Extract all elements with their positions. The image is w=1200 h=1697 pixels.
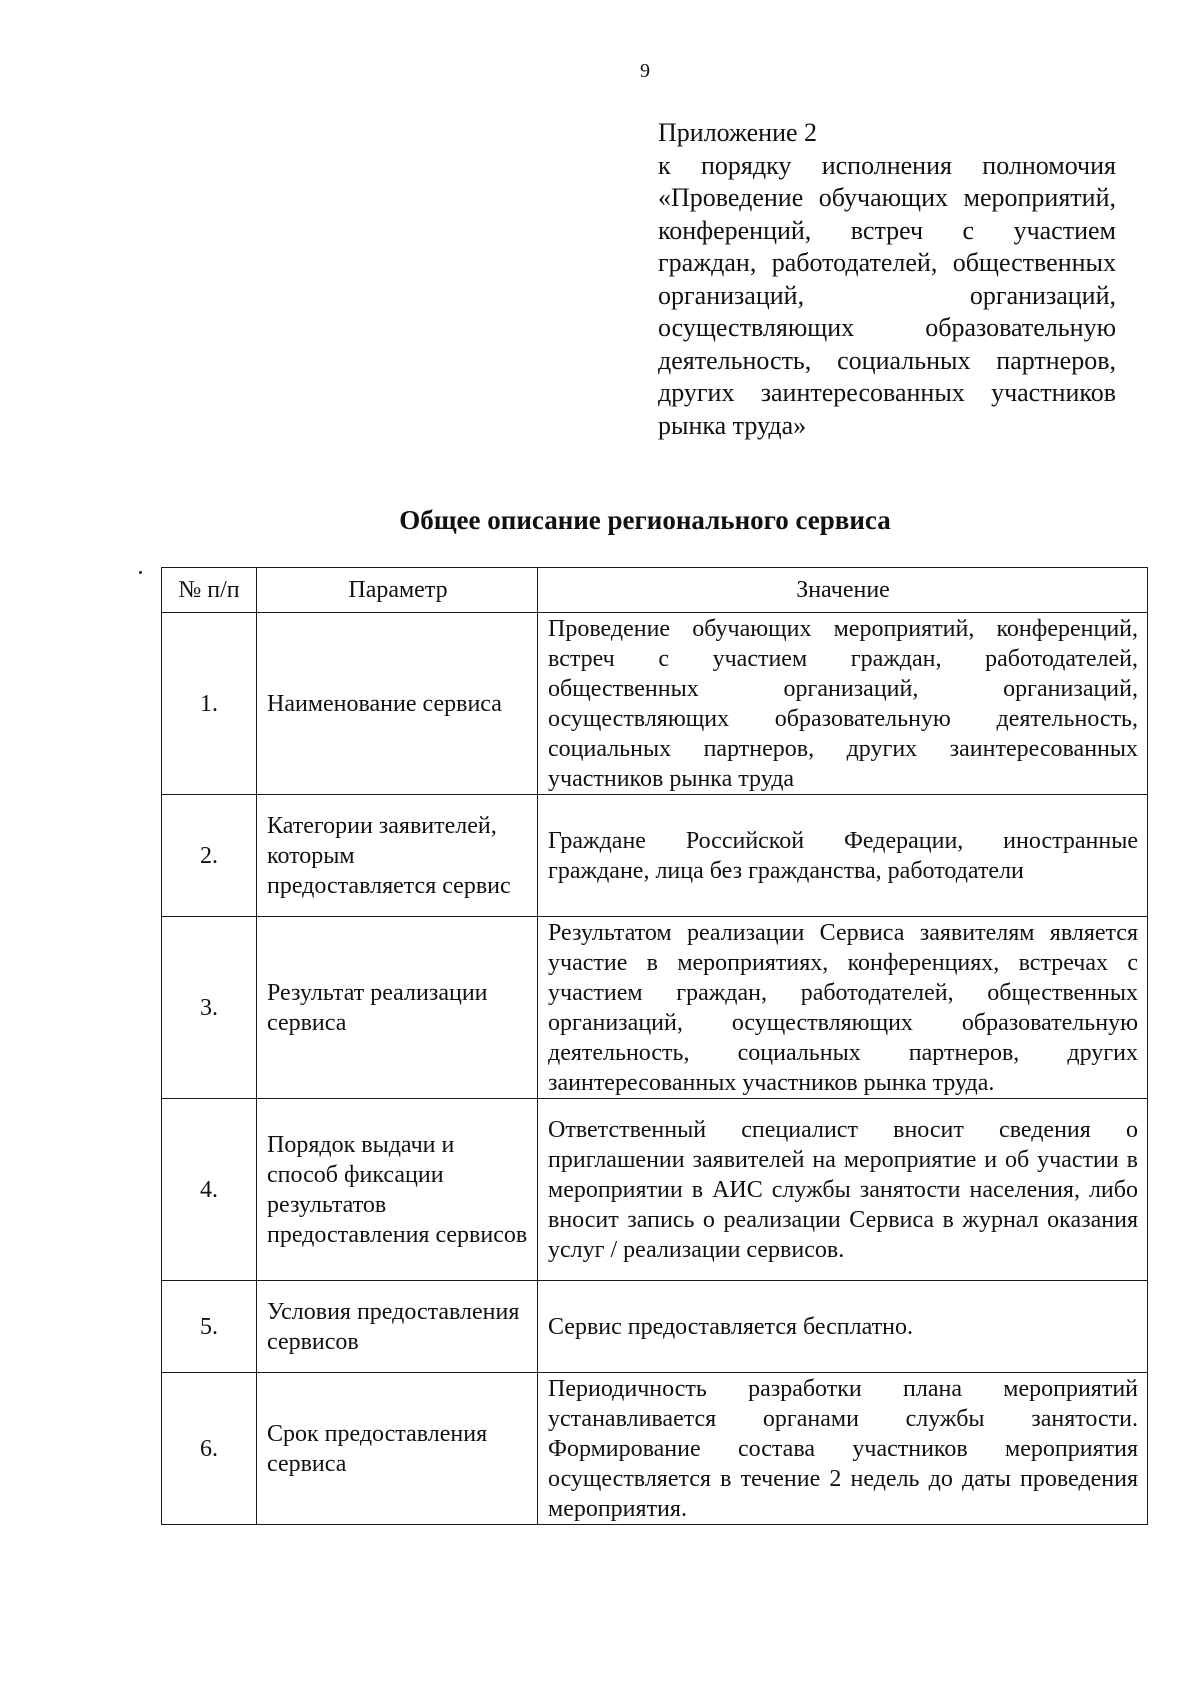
row-value: Ответственный специалист вносит сведения о приглашении заявителей на мероприятие и об участии в мероприятии в АИС службы занятости населения, либо вносит запись о реализации Сервиса в журнал оказания услуг / реализации сервисов.	[538, 1099, 1148, 1281]
service-description-table	[161, 567, 1148, 1525]
appendix-title: Приложение 2	[658, 118, 818, 147]
row-num: 5.	[162, 1281, 257, 1373]
row-param: Условия предоставления сервисов	[257, 1281, 538, 1373]
row-num: 6.	[162, 1373, 257, 1525]
row-num: 3.	[162, 917, 257, 1099]
row-value: Периодичность разработки плана мероприятий устанавливается органами службы занятости. Формирование состава участников мероприятия осуществляется в течение 2 недель до даты проведения мероприятия.	[538, 1373, 1148, 1525]
table-row	[162, 1281, 1148, 1373]
row-param: Результат реализации сервиса	[257, 917, 538, 1099]
table-row	[162, 795, 1148, 917]
row-value: Граждане Российской Федерации, иностранные граждане, лица без гражданства, работодатели	[538, 795, 1148, 917]
stray-mark	[139, 571, 142, 574]
header-value: Значение	[538, 568, 1148, 613]
row-num: 2.	[162, 795, 257, 917]
table-row	[162, 1099, 1148, 1281]
row-param: Категории заявителей, которым предоставляется сервис	[257, 795, 538, 917]
table-row	[162, 917, 1148, 1099]
row-value: Сервис предоставляется бесплатно.	[538, 1281, 1148, 1373]
header-param: Параметр	[257, 568, 538, 613]
appendix-text: к порядку исполнения полномочия «Проведение обучающих мероприятий, конференций, встреч с участием граждан, работодателей, общественных организаций, организаций, осуществляющих образовательную деятельность, социальных партнеров, других заинтересованных участников рынка труда»	[658, 150, 1116, 440]
row-value: Результатом реализации Сервиса заявителям является участие в мероприятиях, конференциях, встречах с участием граждан, работодателей, общественных организаций, осуществляющих образовательную деятельность, социальных партнеров, других заинтересованных участников рынка труда.	[538, 917, 1148, 1099]
appendix-block	[658, 117, 1116, 442]
document-title: Общее описание регионального сервиса	[399, 505, 891, 535]
table-row	[162, 1373, 1148, 1525]
page-number: 9	[640, 60, 650, 82]
row-value: Проведение обучающих мероприятий, конференций, встреч с участием граждан, работодателей, общественных организаций, организаций, осуществляющих образовательную деятельность, социальных партнеров, других заинтересованных участников рынка труда	[538, 613, 1148, 795]
row-param: Порядок выдачи и способ фиксации результатов предоставления сервисов	[257, 1099, 538, 1281]
table-header-row	[162, 568, 1148, 613]
header-num: № п/п	[162, 568, 257, 613]
row-num: 4.	[162, 1099, 257, 1281]
row-param: Срок предоставления сервиса	[257, 1373, 538, 1525]
row-param: Наименование сервиса	[257, 613, 538, 795]
row-num: 1.	[162, 613, 257, 795]
table-row	[162, 613, 1148, 795]
